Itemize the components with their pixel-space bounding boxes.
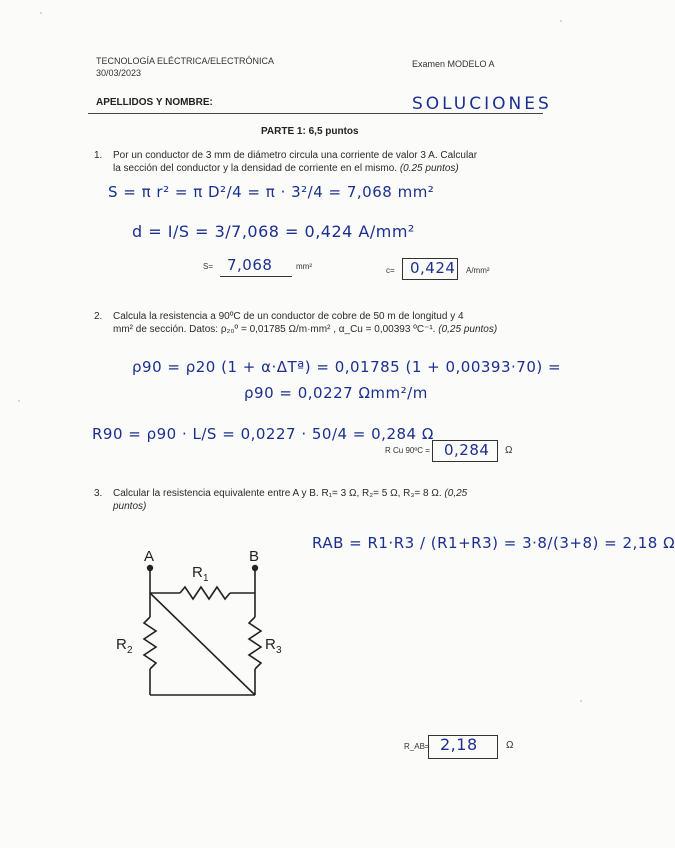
scan-speck (40, 12, 42, 14)
q2-work-rho-formula: ρ90 = ρ20 (1 + α·ΔTª) = 0,01785 (1 + 0,00393·70) = (132, 358, 562, 376)
r1-subscript: 1 (203, 573, 209, 584)
scan-speck (580, 700, 582, 702)
part-title: PARTE 1: 6,5 puntos (261, 126, 359, 137)
node-a-label: A (144, 548, 155, 565)
q1-s-answer-line (220, 276, 292, 277)
name-value-handwritten: SOLUCIONES (412, 94, 552, 114)
q2-points: (0,25 puntos) (438, 324, 498, 335)
q1-text-line1: Por un conductor de 3 mm de diámetro circula una corriente de valor 3 A. Calcular (113, 150, 478, 161)
wire-diagonal-short (150, 593, 255, 695)
q2-text-line2: mm² de sección. Datos: ρ₂₀º = 0,01785 Ω/m·mm² , α_Cu = 0,00393 ºC⁻¹. (113, 324, 436, 335)
exam-date: 30/03/2023 (96, 68, 142, 78)
q3-rab-label: R_AB= (404, 742, 430, 751)
circuit-diagram (100, 535, 310, 720)
r2-resistor (144, 617, 156, 669)
q1-d-value: 0,424 (410, 259, 456, 277)
q3-points-b: puntos) (113, 501, 147, 512)
r1-label: R (192, 564, 203, 581)
q1-s-value: 7,068 (227, 256, 273, 274)
header-divider (88, 113, 543, 114)
r2-subscript: 2 (127, 645, 133, 656)
q1-d-label: c= (386, 266, 395, 275)
r1-resistor (180, 587, 230, 599)
q1-text-line2: la sección del conductor y la densidad de corriente en el mismo. (113, 163, 398, 174)
q3-rab-unit: Ω (506, 740, 514, 751)
q1-number: 1. (94, 150, 103, 161)
q2-r-unit: Ω (505, 445, 513, 456)
node-a-dot (147, 565, 153, 571)
q2-work-resistance: R90 = ρ90 · L/S = 0,0227 · 50/4 = 0,284 Ω (92, 425, 434, 443)
q2-text-line1: Calcula la resistencia a 90ºC de un conductor de cobre de 50 m de longitud y 4 (113, 311, 464, 322)
node-b-label: B (249, 548, 260, 565)
q1-points: (0.25 puntos) (399, 163, 459, 174)
q3-rab-value: 2,18 (440, 735, 478, 754)
exam-model: Examen MODELO A (412, 59, 495, 69)
q2-r-label: R Cu 90ºC = (385, 446, 430, 455)
q1-work-density: d = I/S = 3/7,068 = 0,424 A/mm² (132, 222, 415, 241)
scan-speck (560, 20, 562, 22)
r3-resistor (249, 617, 261, 669)
r2-label: R (116, 636, 127, 653)
q2-work-rho-result: ρ90 = 0,0227 Ωmm²/m (244, 384, 428, 402)
name-label: APELLIDOS Y NOMBRE: (96, 97, 213, 108)
q3-number: 3. (94, 488, 103, 499)
r3-label: R (265, 636, 276, 653)
subject-title: TECNOLOGÍA ELÉCTRICA/ELECTRÓNICA (96, 56, 275, 66)
q2-r-value: 0,284 (444, 441, 490, 459)
q2-number: 2. (94, 311, 103, 322)
r3-subscript: 3 (276, 645, 282, 656)
q3-text-line1: Calcular la resistencia equivalente entre A y B. R₁= 3 Ω, R₂= 5 Ω, R₃= 8 Ω. (113, 488, 442, 499)
node-b-dot (252, 565, 258, 571)
scan-speck (18, 400, 20, 402)
q1-s-label: S= (203, 262, 214, 271)
q1-work-section: S = π r² = π D²/4 = π · 3²/4 = 7,068 mm² (108, 183, 435, 201)
q3-work: RAB = R1·R3 / (R1+R3) = 3·8/(3+8) = 2,18 Ω (312, 534, 675, 552)
q3-points-a: (0,25 (444, 488, 468, 499)
q1-s-unit: mm² (296, 262, 312, 271)
q1-d-unit: A/mm² (466, 266, 490, 275)
